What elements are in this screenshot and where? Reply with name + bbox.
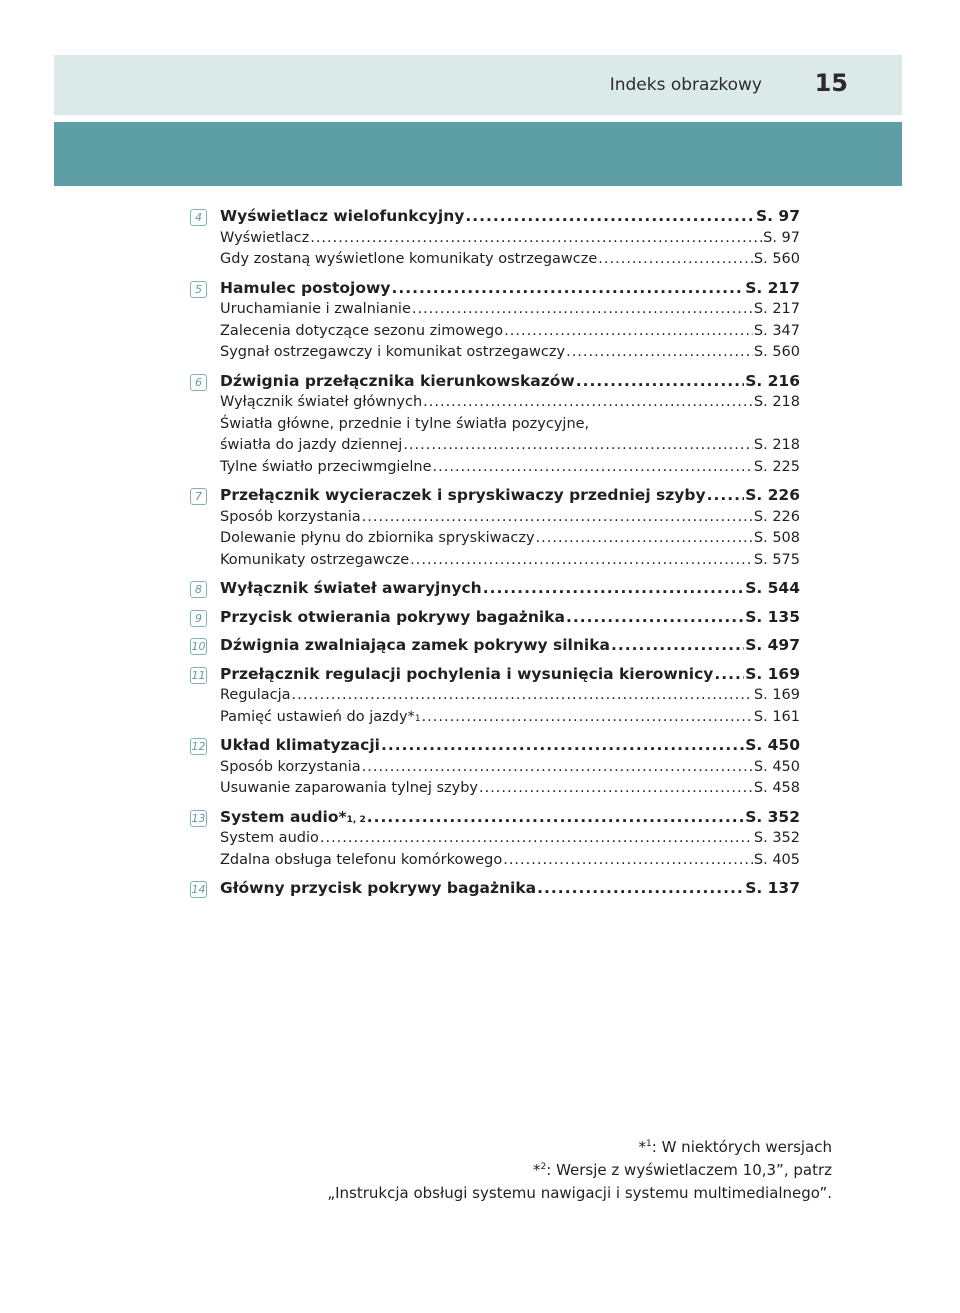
page-reference[interactable]: S. 450: [745, 736, 800, 754]
page-reference[interactable]: S. 217: [745, 278, 800, 297]
leader-dots: [292, 685, 753, 707]
entry-subitem-text: System audio: [220, 830, 319, 846]
footnote-line: [327, 1136, 832, 1159]
entry-number-badge: 14: [191, 883, 206, 896]
leader-dots: [422, 707, 753, 729]
entry-heading[interactable]: [220, 206, 800, 228]
leader-dots: [479, 778, 753, 800]
leader-dots: [412, 299, 753, 321]
index-entry: [190, 607, 800, 629]
leader-dots: [566, 342, 753, 364]
entry-subitem[interactable]: [220, 392, 800, 414]
index-entry: [190, 578, 800, 600]
entry-heading-text: Przycisk otwierania pokrywy bagażnika: [220, 607, 565, 626]
index-entry: [190, 485, 800, 571]
footnote-text: : Wersje z wyświetlaczem 10,3”, patrz: [546, 1161, 832, 1179]
entry-subitem[interactable]: [220, 507, 800, 529]
page-reference[interactable]: S. 169: [745, 664, 800, 683]
entry-heading-text: Przełącznik regulacji pochylenia i wysunięcia kierownicy: [220, 664, 714, 683]
page-reference[interactable]: S. 405: [753, 851, 800, 868]
entry-subitem[interactable]: Pamięć ustawień do jazdy* 1 ..... S. 161: [220, 707, 800, 729]
leader-dots: [310, 228, 762, 250]
index-entry: [190, 278, 800, 364]
leader-dots: [707, 485, 745, 507]
page-reference[interactable]: S. 225: [753, 458, 800, 475]
footnote-line: [327, 1182, 832, 1205]
leader-dots: [320, 828, 753, 850]
entry-subitem-text: Gdy zostaną wyświetlone komunikaty ostrzegawcze: [220, 251, 598, 267]
entry-number-badge: 5: [190, 281, 207, 298]
entry-subitem[interactable]: [220, 342, 800, 364]
entry-subitem[interactable]: [220, 435, 800, 457]
entry-subitem[interactable]: [220, 778, 800, 800]
page-reference[interactable]: S. 497: [745, 636, 800, 654]
entry-heading[interactable]: [220, 278, 800, 300]
entry-subitem-continued: Światła główne, przednie i tylne światła pozycyjne,: [220, 415, 590, 432]
index-entry: [190, 206, 800, 271]
entry-heading[interactable]: [220, 635, 800, 657]
entry-subitem-text: Regulacja: [220, 687, 291, 703]
entry-heading-text: Dźwignia zwalniająca zamek pokrywy silnika: [220, 636, 610, 654]
entry-subitem[interactable]: [220, 828, 800, 850]
page-reference[interactable]: S. 218: [753, 437, 800, 453]
page-reference[interactable]: S. 575: [753, 551, 800, 568]
entry-number-badge: 12: [191, 740, 206, 753]
leader-dots: [362, 757, 753, 779]
entry-subitem-text: Sposób korzystania: [220, 508, 361, 525]
entry-subitem[interactable]: [220, 249, 800, 271]
page-header: [54, 55, 902, 115]
page-reference[interactable]: S. 347: [753, 322, 800, 339]
entry-subitem-text: Uruchamianie i zwalnianie: [220, 301, 411, 317]
entry-heading[interactable]: System audio* 1, 2 ..... S. 352: [220, 807, 800, 829]
page-reference[interactable]: S. 137: [745, 879, 800, 897]
entry-subitem[interactable]: [220, 685, 800, 707]
entry-heading-text: Wyłącznik świateł awaryjnych: [220, 579, 482, 597]
entry-number-badge: 9: [190, 610, 207, 627]
entry-subitem[interactable]: [220, 757, 800, 779]
page-reference[interactable]: S. 218: [753, 394, 800, 410]
entry-heading-text: Hamulec postojowy: [220, 278, 391, 297]
leader-dots: [367, 807, 744, 829]
index-entries: [190, 206, 800, 907]
entry-subitem-text: Zalecenia dotyczące sezonu zimowego: [220, 322, 504, 339]
leader-dots: [504, 321, 753, 343]
entry-subitem-text: Sygnał ostrzegawczy i komunikat ostrzegawczy: [220, 344, 566, 360]
footnote-number: 2: [540, 1162, 547, 1172]
leader-dots: [483, 578, 744, 600]
entry-subitem-text: Pamięć ustawień do jazdy*: [220, 708, 415, 725]
entry-subitem-text: Wyświetlacz: [220, 229, 310, 246]
entry-heading[interactable]: [220, 485, 800, 507]
entry-subitem[interactable]: [220, 228, 800, 250]
entry-subitem-text: Zdalna obsługa telefonu komórkowego: [220, 851, 503, 868]
entry-subitem[interactable]: [220, 850, 800, 872]
page-reference[interactable]: S. 169: [753, 687, 800, 703]
footnote-number: 1: [646, 1139, 652, 1149]
entry-heading-text: Przełącznik wycieraczek i spryskiwaczy przedniej szyby: [220, 486, 706, 504]
leader-dots: [381, 735, 744, 757]
entry-subitem-text: Tylne światło przeciwmgielne: [220, 458, 432, 475]
page-reference[interactable]: S. 226: [745, 486, 800, 504]
entry-number-badge: 11: [191, 668, 206, 682]
index-entry: [190, 735, 800, 800]
entry-heading[interactable]: [220, 607, 800, 629]
entry-subitem-text: Dolewanie płynu do zbiornika spryskiwaczy: [220, 530, 535, 546]
page-reference[interactable]: S. 135: [745, 607, 800, 626]
leader-dots: [433, 457, 753, 479]
leader-dots: [362, 507, 753, 529]
page-reference[interactable]: S. 458: [753, 780, 800, 796]
entry-heading[interactable]: [220, 664, 800, 686]
entry-subitem-text: Wyłącznik świateł głównych: [220, 394, 423, 410]
index-entry: [190, 878, 800, 900]
leader-dots: [410, 550, 753, 572]
entry-heading[interactable]: [220, 878, 800, 900]
page-reference[interactable]: S. 560: [753, 251, 800, 267]
entry-heading[interactable]: [220, 371, 800, 393]
index-entry: [190, 664, 800, 729]
entry-subitem[interactable]: [220, 457, 800, 479]
entry-heading[interactable]: [220, 735, 800, 757]
page-number: 15: [814, 69, 848, 97]
entry-heading-text: Dźwignia przełącznika kierunkowskazów: [220, 371, 575, 390]
header-band: [54, 122, 902, 186]
leader-dots: [391, 278, 744, 300]
footnote-line: [327, 1159, 832, 1182]
leader-dots: [576, 371, 744, 393]
entry-number-badge: 10: [191, 640, 206, 653]
footnotes: [327, 1136, 832, 1205]
page-reference[interactable]: S. 217: [753, 301, 800, 317]
page-reference[interactable]: S. 97: [763, 229, 800, 246]
page-reference[interactable]: S. 560: [753, 344, 800, 360]
page-reference[interactable]: S. 544: [745, 579, 800, 597]
entry-number-badge: 8: [190, 581, 207, 598]
entry-heading-text: Układ klimatyzacji: [220, 736, 380, 754]
leader-dots: [598, 249, 753, 271]
page-reference[interactable]: S. 97: [755, 207, 800, 225]
entry-subitem-text: Sposób korzystania: [220, 758, 361, 775]
index-entry: [190, 635, 800, 657]
leader-dots: [611, 635, 744, 657]
page-reference[interactable]: S. 161: [753, 708, 800, 725]
entry-subitem[interactable]: [220, 321, 800, 343]
index-entry: [190, 807, 800, 872]
leader-dots: [503, 850, 753, 872]
page-reference[interactable]: S. 226: [753, 508, 800, 525]
footnote-asterisk: *: [533, 1161, 541, 1179]
page-reference[interactable]: S. 352: [753, 830, 800, 846]
entry-number-badge: 6: [190, 374, 207, 391]
entry-heading-text: System audio*: [220, 807, 347, 826]
entry-subitem[interactable]: [220, 528, 800, 550]
entry-subitem[interactable]: [220, 299, 800, 321]
entry-subitem-text: światła do jazdy dziennej: [220, 437, 403, 453]
page-reference[interactable]: S. 508: [753, 530, 800, 546]
leader-dots: [465, 206, 755, 228]
page-reference[interactable]: S. 450: [753, 758, 800, 775]
footnote-text: „Instrukcja obsługi systemu nawigacji i systemu multimedialnego”.: [327, 1184, 832, 1202]
entry-subitem[interactable]: [220, 550, 800, 572]
leader-dots: [423, 392, 753, 414]
entry-heading[interactable]: [220, 578, 800, 600]
page-reference[interactable]: S. 216: [745, 371, 800, 390]
leader-dots: [537, 878, 744, 900]
entry-heading-text: Główny przycisk pokrywy bagażnika: [220, 879, 537, 897]
entry-subitem-text: Usuwanie zaparowania tylnej szyby: [220, 780, 478, 796]
section-title: Indeks obrazkowy: [609, 75, 762, 95]
entry-number-badge: 4: [190, 209, 207, 226]
leader-dots: [714, 664, 744, 686]
index-entry: [190, 371, 800, 479]
footnote-asterisk: *: [638, 1138, 647, 1156]
footnote-text: : W niektórych wersjach: [651, 1138, 832, 1156]
leader-dots: [566, 607, 744, 629]
leader-dots: [403, 435, 753, 457]
entry-subitem-text: Komunikaty ostrzegawcze: [220, 551, 410, 568]
entry-number-badge: 13: [191, 811, 206, 825]
page-reference[interactable]: S. 352: [745, 807, 800, 826]
entry-heading-text: Wyświetlacz wielofunkcyjny: [220, 207, 465, 225]
leader-dots: [536, 528, 753, 550]
entry-number-badge: 7: [190, 488, 207, 505]
